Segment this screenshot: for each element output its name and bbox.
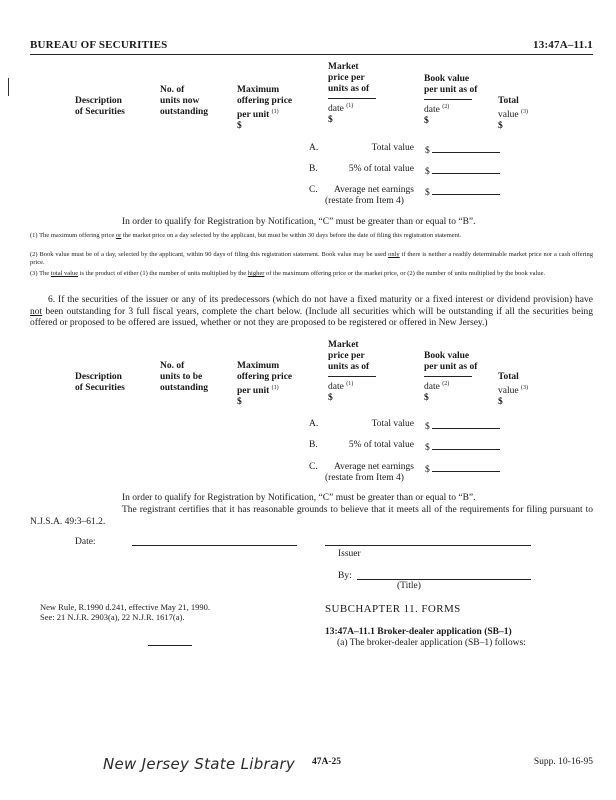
t2-book-line2: per unit as of [424, 362, 478, 372]
t1-row-b-amount [425, 164, 500, 177]
table1-col-book-value [424, 74, 477, 127]
by-signature-line [357, 579, 531, 580]
t1-units-line2: units now [160, 96, 200, 106]
fn3-text-c: of the maximum offering price or the market price, or (2) the number of units multiplied by the book value. [264, 270, 546, 277]
t2-market-date-blank [328, 376, 376, 377]
qualify-statement-2: In order to qualify for Registration by Notification, “C” must be greater than or equal to “B”. [122, 493, 476, 503]
t2-max-line1: Maximum [237, 361, 280, 371]
t1-row-b-currency: $ [425, 167, 430, 177]
t2-row-a-label: Total value [371, 419, 414, 429]
t1-market-line3: units as of [328, 84, 370, 94]
t2-desc-line2: of Securities [75, 383, 125, 393]
t2-desc-line1: Description [75, 372, 122, 382]
t2-market-line2: price per [328, 351, 365, 361]
t2-row-b-currency: $ [425, 443, 430, 453]
t1-book-date: date [424, 105, 440, 116]
item6-text-a: 6. If the securities of the issuer or any of its predecessors (which do not have a fixed maturity or a fixed interest or dividend provision) have [48, 295, 593, 305]
t1-market-currency: $ [328, 115, 333, 126]
t2-row-b-label: 5% of total value [348, 440, 414, 450]
t2-row-b-letter: B. [309, 440, 318, 450]
fn3-text-b: is the product of either (1) the number of units multiplied by the [78, 270, 248, 277]
footnote-1 [30, 232, 593, 240]
footnote-3 [30, 270, 593, 278]
t1-total-line1: Total [498, 96, 519, 106]
fn2-text-a: (2) Book value must be of a day, selected by the applicant, within 90 days of filing this registration statement. Book value may be used [30, 251, 389, 258]
t2-total-currency: $ [498, 397, 503, 408]
t2-row-c-currency: $ [425, 465, 430, 475]
certification-text: The registrant certifies that it has reasonable grounds to believe that it meets all of the requirements for filing pursuant to N.J.S.A. 49:3–61.2. [30, 505, 593, 527]
t1-row-a-amount [425, 143, 500, 156]
t1-market-date-blank [328, 98, 376, 99]
t1-market-line2: price per [328, 73, 365, 83]
t1-row-c-amount [425, 185, 500, 198]
table1-col-units [160, 85, 208, 118]
t1-row-c-letter: C. [309, 185, 318, 195]
t2-market-currency: $ [328, 393, 333, 404]
t2-total-footnote-mark: (3) [520, 385, 528, 391]
t2-row-a-amount [425, 419, 500, 432]
table2-col-book-value [424, 351, 477, 404]
t1-market-date: date [328, 104, 344, 115]
section-paragraph: (a) The broker-dealer application (SB–1) follows: [337, 638, 526, 648]
section-heading: 13:47A–11.1 Broker-dealer application (SB–1) [325, 627, 512, 637]
running-header-left: BUREAU OF SECURITIES [30, 39, 168, 51]
t2-total-line1: Total [498, 372, 519, 382]
t1-max-line2: offering price [237, 96, 293, 106]
fn3-text-higher: higher [247, 270, 265, 277]
qualify-statement-1: In order to qualify for Registration by Notification, “C” must be greater than or equal to “B”. [122, 217, 476, 227]
t1-max-line1: Maximum [237, 85, 280, 95]
t1-row-c-blank [432, 185, 500, 195]
table2-col-units [160, 361, 208, 394]
t2-row-c-letter: C. [309, 462, 318, 472]
date-label: Date: [75, 537, 96, 547]
table2-col-total-value [498, 372, 528, 408]
t1-total-line2: value [498, 110, 519, 121]
t2-max-line2: offering price [237, 372, 293, 382]
t1-market-footnote-mark: (1) [346, 103, 354, 109]
t2-book-date: date [424, 382, 440, 393]
t1-book-line2: per unit as of [424, 85, 478, 95]
t2-market-line3: units as of [328, 362, 370, 372]
t2-row-b-blank [432, 440, 500, 450]
subchapter-heading: SUBCHAPTER 11. FORMS [325, 603, 461, 615]
t2-row-a-blank [432, 419, 500, 429]
t1-book-currency: $ [424, 116, 429, 127]
t2-total-line2: value [498, 386, 519, 397]
history-note [40, 602, 210, 622]
t1-row-b-blank [432, 164, 500, 174]
t2-max-currency: $ [237, 397, 242, 408]
t2-row-c-label: Average net earnings [333, 462, 414, 472]
t1-row-a-blank [432, 143, 500, 153]
t1-book-date-blank [424, 99, 472, 100]
history-line1: New Rule, R.1990 d.241, effective May 21, 1990. [40, 602, 211, 612]
t2-book-date-blank [424, 376, 472, 377]
footnote-2 [30, 251, 593, 267]
margin-mark [8, 78, 9, 96]
t1-units-line3: outstanding [160, 107, 209, 117]
t2-units-line3: outstanding [160, 383, 209, 393]
t1-max-currency: $ [237, 121, 242, 132]
t1-book-footnote-mark: (2) [442, 104, 450, 110]
t1-row-c-label2: (restate from Item 4) [325, 196, 404, 206]
t1-row-a-label: Total value [371, 143, 414, 153]
issuer-signature-line [325, 545, 531, 546]
table1-col-total-value [498, 96, 528, 132]
t2-row-c-label2: (restate from Item 4) [325, 473, 404, 483]
page-number: 47A-25 [312, 757, 342, 767]
item-6-paragraph [30, 295, 593, 330]
t2-book-footnote-mark: (2) [442, 381, 450, 387]
t1-row-b-letter: B. [309, 164, 318, 174]
date-signature-line [132, 545, 297, 546]
t1-book-line1: Book value [424, 74, 470, 84]
history-line2: See: 21 N.J.R. 2903(a), 22 N.J.R. 1617(a). [40, 612, 185, 622]
library-stamp: New Jersey State Library [103, 755, 296, 773]
t2-book-line1: Book value [424, 351, 470, 361]
fn2-text-only: only [388, 251, 400, 258]
header-rule [30, 54, 593, 55]
fn1-text-a: (1) The maximum offering price [30, 232, 116, 239]
t1-row-a-currency: $ [425, 146, 430, 156]
fn3-text-a: (3) The [30, 270, 51, 277]
t2-row-c-blank [432, 462, 500, 472]
t1-max-footnote-mark: (1) [271, 109, 279, 115]
table2-col-market-price [328, 340, 376, 404]
t2-units-line2: units to be [160, 372, 203, 382]
t1-market-line1: Market [328, 62, 359, 72]
t2-max-line3: per unit [237, 386, 270, 397]
t1-row-b-label: 5% of total value [348, 164, 414, 174]
table2-col-max-price [237, 361, 292, 408]
by-label: By: [338, 571, 352, 581]
t2-row-c-amount [425, 462, 500, 475]
item6-text-b: been outstanding for 3 full fiscal years, complete the chart below. (Include all securities which will be outstanding if all the securities being offered or proposed to be offered are issued, whether or not they are proposed to be registered or offered in New Jersey.) [30, 306, 593, 328]
running-header-right: 13:47A–11.1 [533, 39, 593, 51]
fn1-text-or: or [115, 232, 122, 239]
t2-max-footnote-mark: (1) [271, 385, 279, 391]
t1-desc-line1: Description [75, 96, 122, 106]
t1-row-c-label: Average net earnings [333, 185, 414, 195]
t1-total-footnote-mark: (3) [520, 109, 528, 115]
t2-market-date: date [328, 382, 344, 393]
supplement-date: Supp. 10-16-95 [533, 757, 593, 767]
t1-max-line3: per unit [237, 110, 270, 121]
fn2-text-b: if there is neither a readily determinable market price nor a cash offering price. [30, 251, 593, 266]
fn3-text-total-value: total value [50, 270, 79, 277]
t2-row-b-amount [425, 440, 500, 453]
t1-total-currency: $ [498, 121, 503, 132]
item6-text-not: not [30, 306, 43, 317]
title-label: (Title) [397, 581, 421, 591]
t1-desc-line2: of Securities [75, 107, 125, 117]
t2-market-footnote-mark: (1) [346, 381, 354, 387]
t1-row-c-currency: $ [425, 188, 430, 198]
t2-book-currency: $ [424, 393, 429, 404]
t2-market-line1: Market [328, 340, 359, 350]
certification-statement [30, 505, 593, 528]
t2-units-line1: No. of [160, 361, 185, 371]
table1-col-max-price [237, 85, 292, 132]
issuer-label: Issuer [338, 549, 361, 559]
history-rule [148, 645, 192, 646]
t2-row-a-currency: $ [425, 422, 430, 432]
t1-row-a-letter: A. [309, 143, 319, 153]
fn1-text-b: the market price on a day selected by the applicant, but must be within 30 days before the date of filing this registration statement. [121, 232, 462, 239]
table2-col-description [75, 372, 125, 394]
t2-row-a-letter: A. [309, 419, 319, 429]
table1-col-market-price [328, 62, 376, 126]
t1-units-line1: No. of [160, 85, 185, 95]
table1-col-description [75, 96, 125, 118]
